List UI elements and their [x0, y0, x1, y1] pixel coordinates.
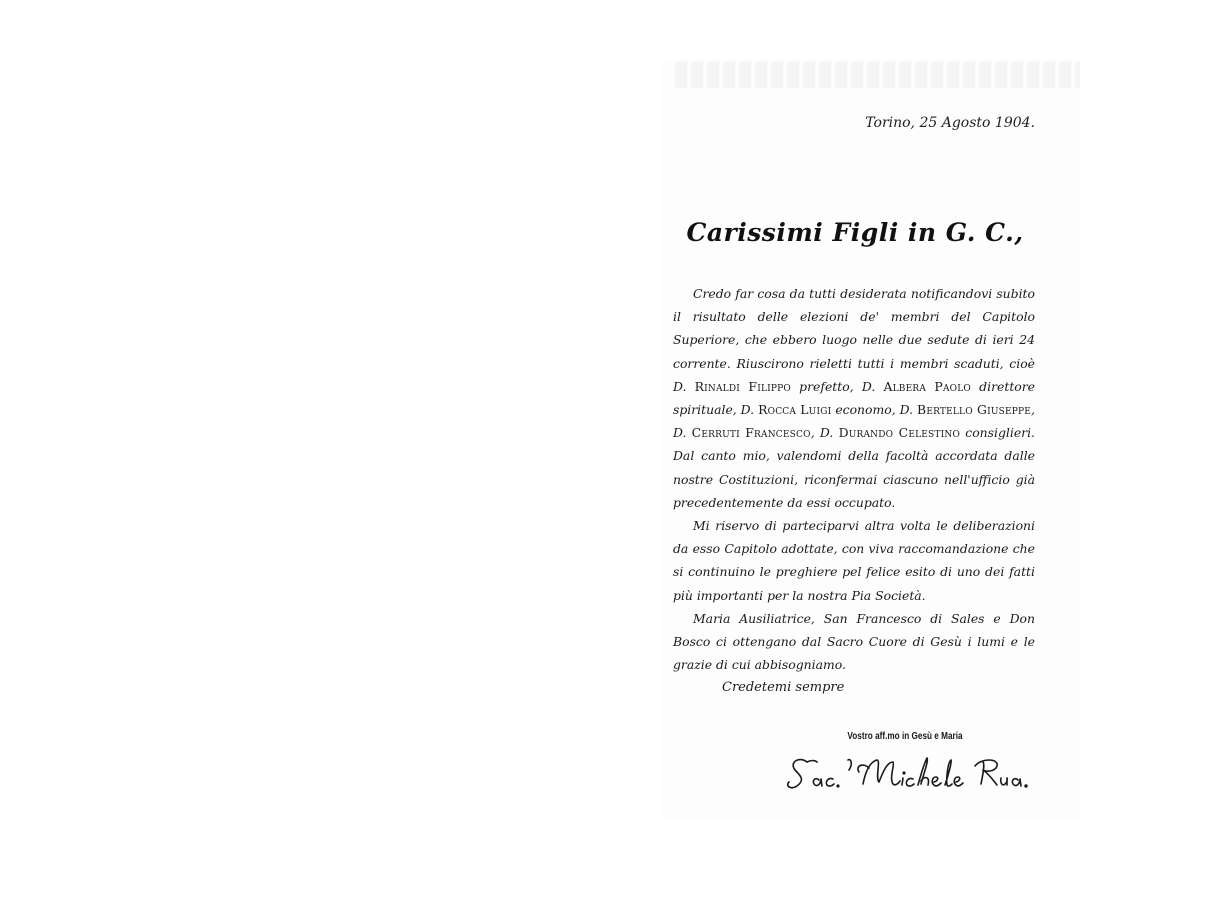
paragraph-blessing: Maria Ausiliatrice, San Francesco di Sales e Don Bosco ci ottengano dal Sacro Cuore di Gesù i lumi e le grazie di cui abbisogniamo.	[673, 610, 1035, 673]
name-bertello: Bertello Giuseppe	[917, 402, 1032, 418]
name-durando: Durando Celestino	[838, 425, 961, 441]
letter-salutation: Carissimi Figli in G. C.,	[686, 218, 1024, 247]
letter-body	[673, 282, 1035, 676]
letter-closing: Credetemi sempre	[722, 680, 845, 695]
name-cerruti: Cerruti Francesco	[691, 425, 811, 441]
letter-date: Torino, 25 Agosto 1904.	[865, 115, 1035, 131]
letter-valediction: Vostro aff.mo in Gesù e Maria	[847, 731, 963, 742]
faint-bleedthrough-header	[675, 62, 1080, 88]
name-rinaldi: Rinaldi Filippo	[694, 378, 791, 394]
name-albera: Albera Paolo	[883, 378, 971, 394]
name-rocca: Rocca Luigi	[758, 402, 832, 418]
paragraph-deliberations: Mi riservo di parteciparvi altra volta le deliberazioni da esso Capitolo adottate, con viva raccomandazione che si continuino le preghiere pel felice esito di uno dei fatti più importanti per la nostra Pia Società.	[673, 518, 1035, 603]
handwritten-signature	[785, 748, 1045, 798]
paragraph-elections: Credo far cosa da tutti desiderata notificandovi subito il risultato delle elezioni de' membri del Capitolo Superiore, che ebbero luogo nelle due sedute di ieri 24 corrente. Riuscirono rieletti tutti i membri scaduti, cioè D. Rinaldi Filippo prefetto, D. Albera Paolo direttore spirituale, D. Rocca Luigi economo, D. Bertello Giuseppe, D. Cerruti Francesco, D. Durando Celestino consiglieri. Dal canto mio, valendomi della facoltà accordata dalle nostre Costituzioni, riconfermai ciascuno nell'ufficio già precedentemente da essi occupato.	[673, 286, 1036, 510]
